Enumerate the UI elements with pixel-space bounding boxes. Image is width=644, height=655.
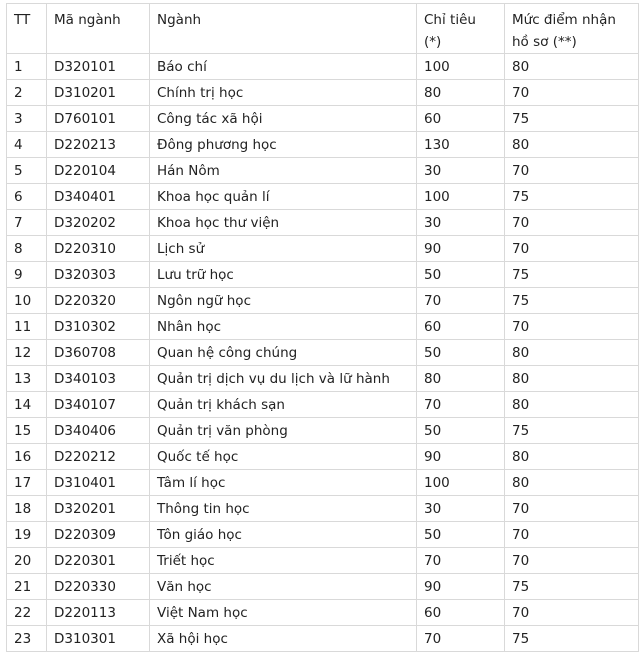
cell-major: Quốc tế học — [150, 444, 417, 470]
cell-code: D310302 — [47, 314, 150, 340]
table-row — [7, 600, 639, 626]
cell-tt: 2 — [7, 80, 47, 106]
cell-tt: 19 — [7, 522, 47, 548]
cell-quota: 130 — [417, 132, 505, 158]
cell-tt: 7 — [7, 210, 47, 236]
cell-code: D220310 — [47, 236, 150, 262]
cell-score: 80 — [505, 392, 639, 418]
table-body — [7, 54, 639, 652]
cell-quota: 60 — [417, 600, 505, 626]
cell-code: D220301 — [47, 548, 150, 574]
cell-code: D340401 — [47, 184, 150, 210]
cell-score: 80 — [505, 340, 639, 366]
cell-quota: 50 — [417, 418, 505, 444]
cell-quota: 70 — [417, 548, 505, 574]
cell-tt: 5 — [7, 158, 47, 184]
cell-code: D340103 — [47, 366, 150, 392]
table-row — [7, 236, 639, 262]
table-row — [7, 522, 639, 548]
cell-major: Chính trị học — [150, 80, 417, 106]
cell-score: 75 — [505, 418, 639, 444]
table-row — [7, 54, 639, 80]
cell-major: Tôn giáo học — [150, 522, 417, 548]
cell-score: 75 — [505, 106, 639, 132]
cell-major: Tâm lí học — [150, 470, 417, 496]
cell-quota: 70 — [417, 288, 505, 314]
cell-quota: 30 — [417, 496, 505, 522]
cell-major: Quản trị văn phòng — [150, 418, 417, 444]
cell-code: D340107 — [47, 392, 150, 418]
cell-code: D220113 — [47, 600, 150, 626]
header-quota — [417, 4, 505, 54]
cell-major: Hán Nôm — [150, 158, 417, 184]
cell-tt: 17 — [7, 470, 47, 496]
cell-code: D220309 — [47, 522, 150, 548]
cell-score: 70 — [505, 158, 639, 184]
cell-quota: 80 — [417, 366, 505, 392]
table-row — [7, 366, 639, 392]
cell-code: D310401 — [47, 470, 150, 496]
cell-tt: 20 — [7, 548, 47, 574]
header-score-line1: Mức điểm nhận — [512, 12, 616, 28]
cell-quota: 80 — [417, 80, 505, 106]
cell-code: D760101 — [47, 106, 150, 132]
cell-tt: 9 — [7, 262, 47, 288]
cell-major: Lưu trữ học — [150, 262, 417, 288]
header-major: Ngành — [150, 4, 417, 54]
cell-quota: 100 — [417, 470, 505, 496]
cell-code: D310301 — [47, 626, 150, 652]
cell-tt: 14 — [7, 392, 47, 418]
header-row — [7, 4, 639, 54]
table-row — [7, 210, 639, 236]
cell-quota: 30 — [417, 210, 505, 236]
cell-score: 80 — [505, 132, 639, 158]
cell-score: 70 — [505, 600, 639, 626]
header-quota-line1: Chỉ tiêu — [424, 12, 476, 28]
cell-tt: 13 — [7, 366, 47, 392]
cell-score: 70 — [505, 548, 639, 574]
table-row — [7, 574, 639, 600]
cell-tt: 21 — [7, 574, 47, 600]
table-row — [7, 418, 639, 444]
table-row — [7, 106, 639, 132]
cell-score: 80 — [505, 470, 639, 496]
cell-score: 70 — [505, 522, 639, 548]
cell-major: Lịch sử — [150, 236, 417, 262]
cell-score: 75 — [505, 574, 639, 600]
table-row — [7, 184, 639, 210]
cell-quota: 60 — [417, 314, 505, 340]
cell-code: D220212 — [47, 444, 150, 470]
cell-tt: 16 — [7, 444, 47, 470]
cell-major: Việt Nam học — [150, 600, 417, 626]
cell-quota: 100 — [417, 184, 505, 210]
cell-major: Nhân học — [150, 314, 417, 340]
cell-code: D220320 — [47, 288, 150, 314]
table-row — [7, 626, 639, 652]
table-row — [7, 262, 639, 288]
cell-quota: 90 — [417, 236, 505, 262]
table-row — [7, 314, 639, 340]
cell-score: 70 — [505, 80, 639, 106]
cell-code: D220104 — [47, 158, 150, 184]
cell-major: Công tác xã hội — [150, 106, 417, 132]
cell-score: 70 — [505, 236, 639, 262]
cell-code: D360708 — [47, 340, 150, 366]
cell-score: 70 — [505, 496, 639, 522]
cell-major: Khoa học quản lí — [150, 184, 417, 210]
cell-major: Quan hệ công chúng — [150, 340, 417, 366]
cell-code: D320201 — [47, 496, 150, 522]
cell-quota: 50 — [417, 262, 505, 288]
cell-tt: 23 — [7, 626, 47, 652]
cell-score: 75 — [505, 288, 639, 314]
cell-tt: 8 — [7, 236, 47, 262]
cell-code: D220213 — [47, 132, 150, 158]
cell-quota: 90 — [417, 574, 505, 600]
cell-quota: 60 — [417, 106, 505, 132]
table-row — [7, 158, 639, 184]
header-code: Mã ngành — [47, 4, 150, 54]
cell-tt: 3 — [7, 106, 47, 132]
cell-quota: 70 — [417, 392, 505, 418]
cell-major: Đông phương học — [150, 132, 417, 158]
cell-code: D320101 — [47, 54, 150, 80]
cell-tt: 22 — [7, 600, 47, 626]
table-row — [7, 470, 639, 496]
cell-major: Báo chí — [150, 54, 417, 80]
cell-code: D320202 — [47, 210, 150, 236]
admissions-table — [6, 3, 639, 652]
table-row — [7, 80, 639, 106]
cell-score: 70 — [505, 210, 639, 236]
header-tt: TT — [7, 4, 47, 54]
cell-score: 75 — [505, 626, 639, 652]
table-row — [7, 444, 639, 470]
table-row — [7, 548, 639, 574]
cell-major: Quản trị khách sạn — [150, 392, 417, 418]
cell-major: Triết học — [150, 548, 417, 574]
header-quota-line2: (*) — [424, 34, 442, 50]
cell-major: Khoa học thư viện — [150, 210, 417, 236]
cell-tt: 4 — [7, 132, 47, 158]
cell-tt: 10 — [7, 288, 47, 314]
cell-major: Văn học — [150, 574, 417, 600]
cell-code: D220330 — [47, 574, 150, 600]
cell-major: Ngôn ngữ học — [150, 288, 417, 314]
cell-tt: 11 — [7, 314, 47, 340]
cell-major: Thông tin học — [150, 496, 417, 522]
table-row — [7, 496, 639, 522]
cell-tt: 18 — [7, 496, 47, 522]
cell-quota: 70 — [417, 626, 505, 652]
table-row — [7, 288, 639, 314]
header-score-line2: hồ sơ (**) — [512, 34, 577, 50]
cell-quota: 30 — [417, 158, 505, 184]
cell-major: Xã hội học — [150, 626, 417, 652]
table-header — [7, 4, 639, 54]
cell-score: 80 — [505, 366, 639, 392]
cell-quota: 50 — [417, 340, 505, 366]
table-row — [7, 340, 639, 366]
cell-quota: 50 — [417, 522, 505, 548]
cell-tt: 15 — [7, 418, 47, 444]
cell-score: 75 — [505, 262, 639, 288]
table-row — [7, 132, 639, 158]
cell-score: 75 — [505, 184, 639, 210]
cell-tt: 12 — [7, 340, 47, 366]
cell-score: 70 — [505, 314, 639, 340]
table-row — [7, 392, 639, 418]
cell-code: D320303 — [47, 262, 150, 288]
cell-major: Quản trị dịch vụ du lịch và lữ hành — [150, 366, 417, 392]
cell-code: D340406 — [47, 418, 150, 444]
header-score — [505, 4, 639, 54]
cell-code: D310201 — [47, 80, 150, 106]
cell-score: 80 — [505, 54, 639, 80]
cell-quota: 100 — [417, 54, 505, 80]
cell-tt: 6 — [7, 184, 47, 210]
cell-score: 80 — [505, 444, 639, 470]
cell-tt: 1 — [7, 54, 47, 80]
cell-quota: 90 — [417, 444, 505, 470]
